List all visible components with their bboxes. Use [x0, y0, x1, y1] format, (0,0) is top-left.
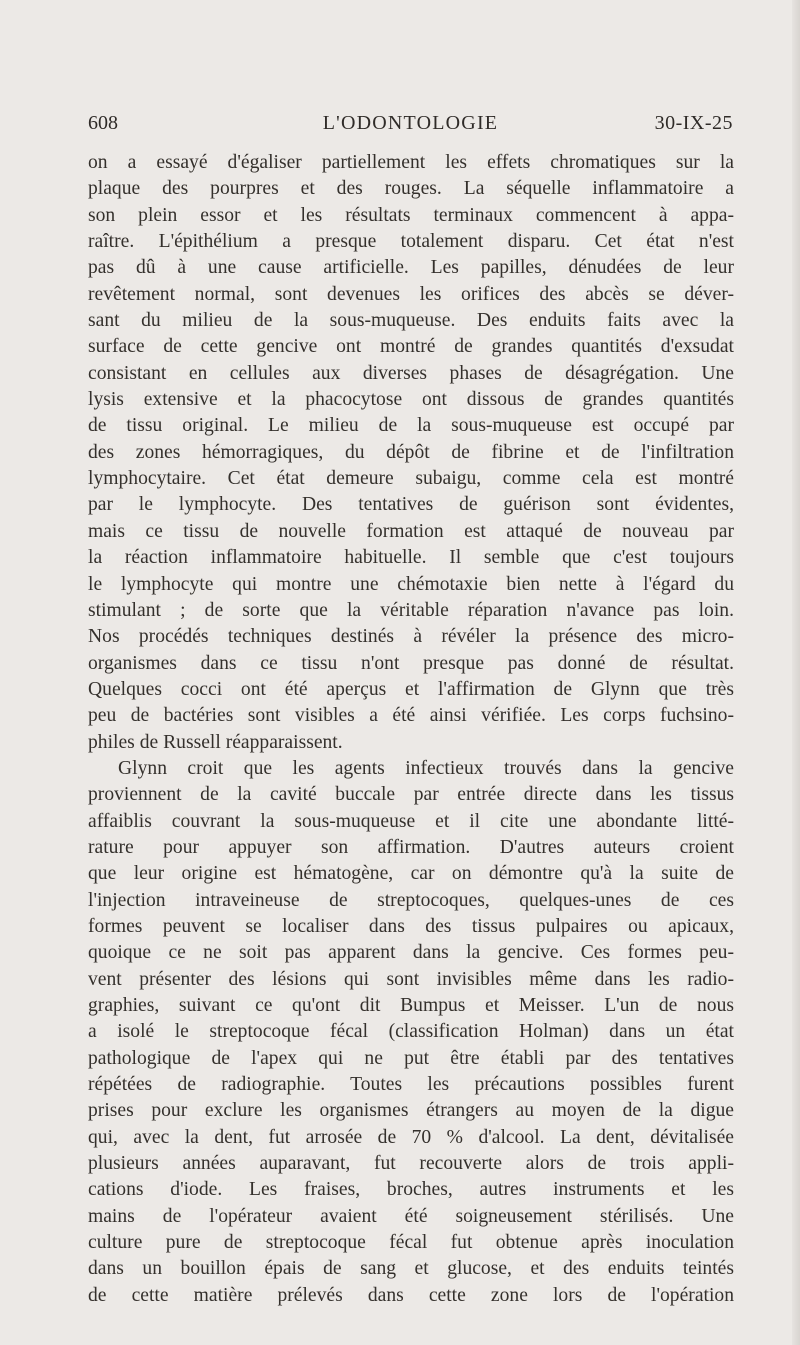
text-line: peu de bactéries sont visibles a été ainsi vérifiée. Les corps fuchsino- — [88, 705, 734, 727]
text-line: plaque des pourpres et des rouges. La séquelle inflammatoire a — [88, 178, 734, 200]
text-line: Nos procédés techniques destinés à révéler la présence des micro- — [88, 626, 734, 648]
text-line: mains de l'opérateur avaient été soigneusement stérilisés. Une — [88, 1205, 734, 1227]
text-line: organismes dans ce tissu n'ont presque pas donné de résultat. — [88, 652, 734, 674]
text-line: pas dû à une cause artificielle. Les papilles, dénudées de leur — [88, 257, 734, 279]
text-line: que leur origine est hématogène, car on démontre qu'à la suite de — [88, 863, 734, 885]
text-line: des zones hémorragiques, du dépôt de fibrine et de l'infiltration — [88, 441, 734, 463]
paragraph-start-line: Glynn croit que les agents infectieux trouvés dans la gencive — [118, 757, 734, 779]
page-number: 608 — [88, 112, 118, 134]
text-line: quoique ce ne soit pas apparent dans la gencive. Ces formes peu- — [88, 942, 734, 964]
running-header — [88, 112, 733, 142]
text-line: affaiblis couvrant la sous-muqueuse et il cite une abondante litté- — [88, 810, 734, 832]
text-line: lymphocytaire. Cet état demeure subaigu, comme cela est montré — [88, 468, 734, 490]
text-line: la réaction inflammatoire habituelle. Il semble que c'est toujours — [88, 547, 734, 569]
text-line: on a essayé d'égaliser partiellement les effets chromatiques sur la — [88, 152, 734, 173]
text-line: formes peuvent se localiser dans des tissus pulpaires ou apicaux, — [88, 915, 734, 937]
text-line: qui, avec la dent, fut arrosée de 70 % d'alcool. La dent, dévitalisée — [88, 1126, 734, 1148]
text-line: par le lymphocyte. Des tentatives de guérison sont évidentes, — [88, 494, 734, 516]
text-line: a isolé le streptocoque fécal (classification Holman) dans un état — [88, 1021, 734, 1043]
text-line: culture pure de streptocoque fécal fut obtenue après inoculation — [88, 1232, 734, 1254]
text-line: stimulant ; de sorte que la véritable réparation n'avance pas loin. — [88, 599, 734, 621]
text-line: mais ce tissu de nouvelle formation est attaqué de nouveau par — [88, 520, 734, 542]
text-line: raître. L'épithélium a presque totalement disparu. Cet état n'est — [88, 231, 734, 253]
page-edge — [792, 0, 800, 1345]
text-line: répétées de radiographie. Toutes les précautions possibles furent — [88, 1074, 734, 1096]
text-line: revêtement normal, sont devenues les orifices des abcès se déver- — [88, 283, 734, 305]
text-line: sant du milieu de la sous-muqueuse. Des enduits faits avec la — [88, 310, 734, 332]
text-line: de tissu original. Le milieu de la sous-muqueuse est occupé par — [88, 415, 734, 437]
text-line: lysis extensive et la phacocytose ont dissous de grandes quantités — [88, 389, 734, 411]
text-line: Quelques cocci ont été aperçus et l'affirmation de Glynn que très — [88, 678, 734, 700]
body-text — [88, 150, 734, 1309]
text-line: vent présenter des lésions qui sont invisibles même dans les radio- — [88, 968, 734, 990]
text-line: son plein essor et les résultats terminaux commencent à appa- — [88, 204, 734, 226]
text-line: pathologique de l'apex qui ne put être établi par des tentatives — [88, 1047, 734, 1069]
text-line: l'injection intraveineuse de streptocoques, quelques-unes de ces — [88, 889, 734, 911]
text-line: surface de cette gencive ont montré de grandes quantités d'exsudat — [88, 336, 734, 358]
text-line: rature pour appuyer son affirmation. D'autres auteurs croient — [88, 836, 734, 858]
text-line: graphies, suivant ce qu'ont dit Bumpus et Meisser. L'un de nous — [88, 995, 734, 1016]
text-line: consistant en cellules aux diverses phases de désagrégation. Une — [88, 362, 734, 384]
text-line: le lymphocyte qui montre une chémotaxie bien nette à l'égard du — [88, 573, 734, 595]
paragraph-end-line: philes de Russell réapparaissent. — [88, 731, 343, 753]
text-line: plusieurs années auparavant, fut recouverte alors de trois appli- — [88, 1153, 734, 1175]
text-line: de cette matière prélevés dans cette zone lors de l'opération — [88, 1284, 734, 1306]
text-line: cations d'iode. Les fraises, broches, autres instruments et les — [88, 1179, 734, 1201]
text-line: proviennent de la cavité buccale par entrée directe dans les tissus — [88, 784, 734, 806]
text-line: dans un bouillon épais de sang et glucose, et des enduits teintés — [88, 1258, 734, 1280]
journal-title: L'ODONTOLOGIE — [322, 112, 499, 134]
issue-date: 30-IX-25 — [654, 112, 733, 134]
text-line: prises pour exclure les organismes étrangers au moyen de la digue — [88, 1100, 734, 1122]
